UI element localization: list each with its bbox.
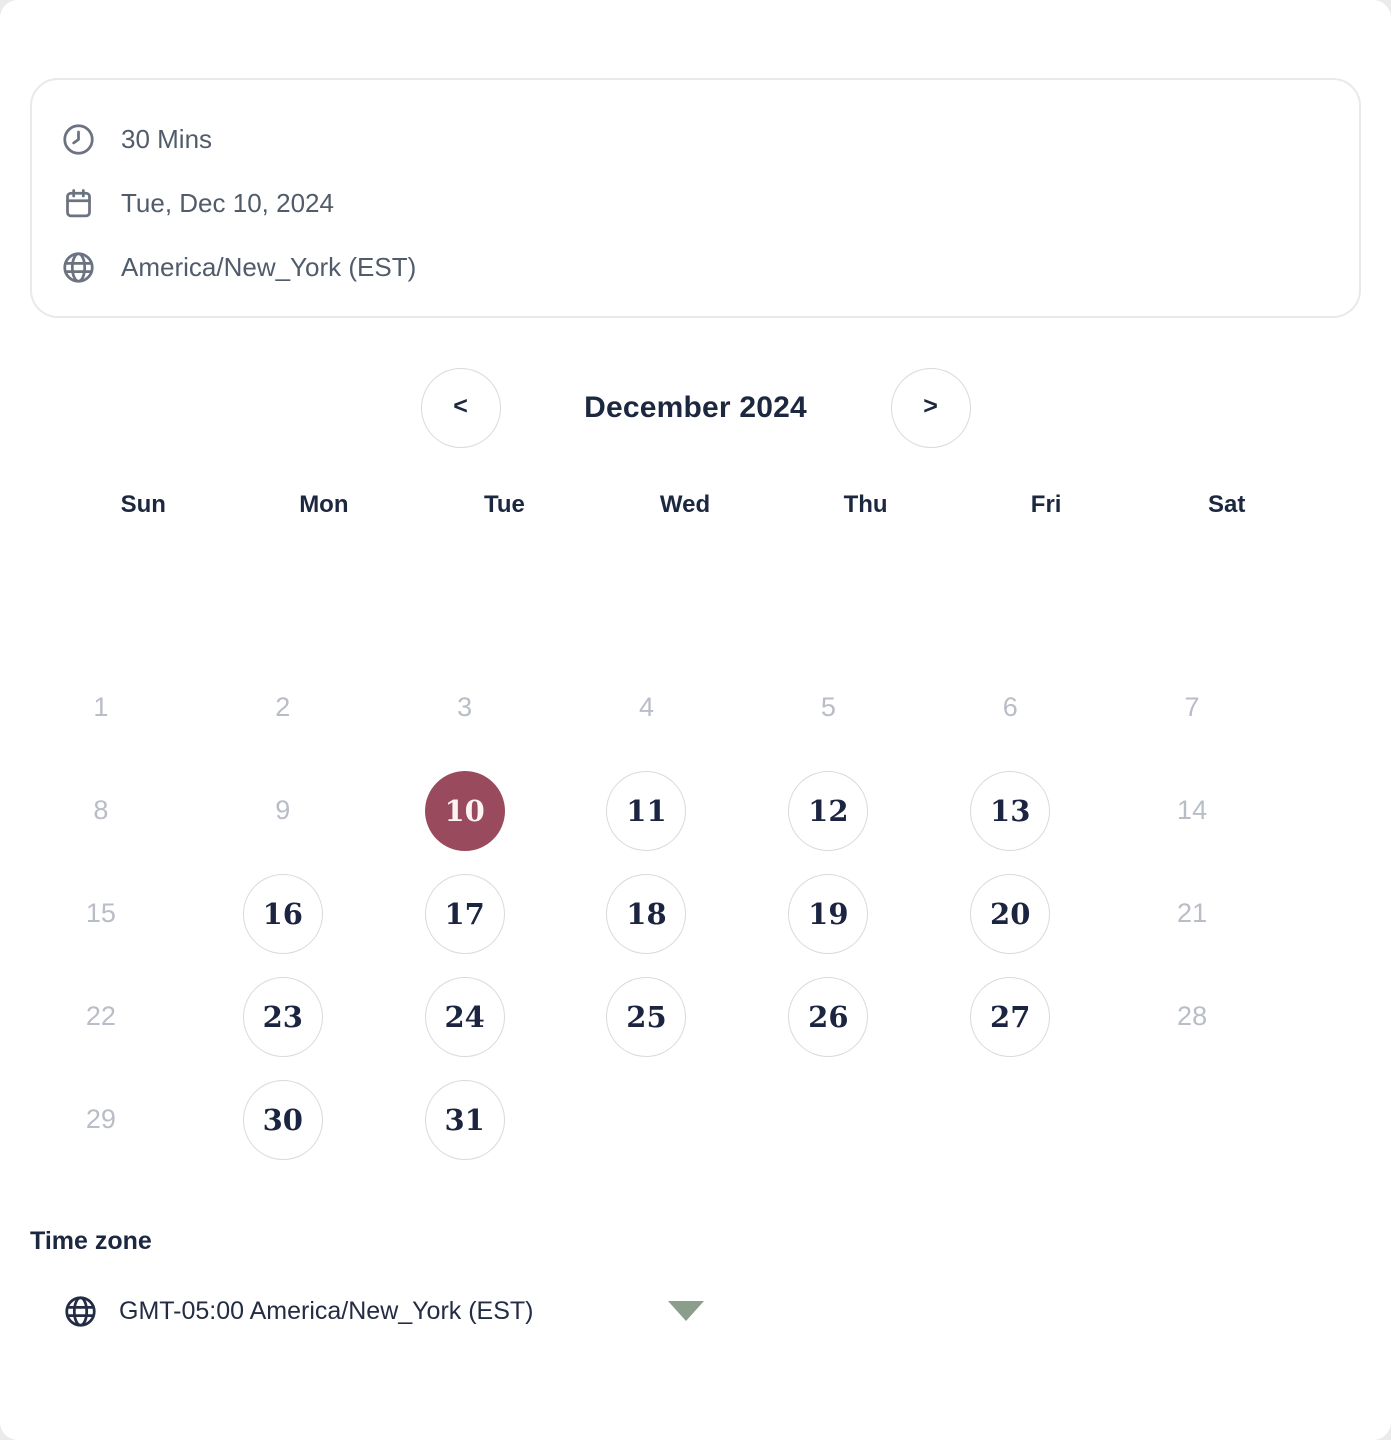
- date-11[interactable]: [556, 759, 738, 862]
- date-number: 4: [638, 692, 654, 722]
- date-14: [1101, 759, 1283, 862]
- date-cell-empty: [556, 1068, 738, 1171]
- timezone-select[interactable]: [64, 1289, 704, 1333]
- date-18[interactable]: [556, 862, 738, 965]
- date-21: [1101, 862, 1283, 965]
- date-29: [10, 1068, 192, 1171]
- weekday-header-row: [53, 490, 1317, 520]
- date-15: [10, 862, 192, 965]
- date-number: 26: [788, 977, 868, 1057]
- date-number: 28: [1177, 1001, 1208, 1031]
- chevron-left-icon: <: [453, 392, 468, 420]
- date-number: 20: [970, 874, 1050, 954]
- date-number: 13: [970, 771, 1050, 851]
- dates-grid: [10, 656, 1283, 1171]
- date-number: 15: [85, 898, 116, 928]
- date-1: [10, 656, 192, 759]
- date-5: [737, 656, 919, 759]
- date-number: 14: [1177, 795, 1208, 825]
- date-4: [556, 656, 738, 759]
- previous-month-button[interactable]: [421, 368, 501, 448]
- selected-date-row: [62, 186, 1329, 220]
- date-25[interactable]: [556, 965, 738, 1068]
- date-30[interactable]: [192, 1068, 374, 1171]
- date-number: 17: [425, 874, 505, 954]
- weekday-tue: Tue: [483, 491, 525, 518]
- duration-text: 30 Mins: [121, 123, 213, 154]
- date-number: 9: [275, 795, 291, 825]
- date-number: 11: [606, 771, 686, 851]
- weekday-thu: Thu: [843, 491, 888, 518]
- month-navigation: [0, 368, 1391, 448]
- weekday-sun: Sun: [120, 491, 166, 518]
- date-16[interactable]: [192, 862, 374, 965]
- date-number: 10: [425, 771, 505, 851]
- chevron-right-icon: >: [923, 392, 938, 420]
- date-number: 8: [93, 795, 109, 825]
- dropdown-caret-icon: [668, 1301, 704, 1321]
- timezone-section-label: Time zone: [30, 1227, 152, 1255]
- globe-icon: [64, 1295, 97, 1328]
- timezone-summary-row: [62, 250, 1329, 284]
- selected-date-text: Tue, Dec 10, 2024: [121, 187, 334, 218]
- booking-summary-card: [30, 78, 1361, 318]
- date-number: 19: [788, 874, 868, 954]
- date-number: 3: [457, 692, 473, 722]
- date-number: 6: [1002, 692, 1018, 722]
- date-number: 27: [970, 977, 1050, 1057]
- date-number: 24: [425, 977, 505, 1057]
- date-10[interactable]: [374, 759, 556, 862]
- date-cell-empty: [737, 1068, 919, 1171]
- weekday-wed: Wed: [659, 491, 711, 518]
- date-8: [10, 759, 192, 862]
- date-31[interactable]: [374, 1068, 556, 1171]
- date-23[interactable]: [192, 965, 374, 1068]
- date-6: [919, 656, 1101, 759]
- timezone-selected-value: GMT-05:00 America/New_York (EST): [119, 1296, 534, 1325]
- date-9: [192, 759, 374, 862]
- date-28: [1101, 965, 1283, 1068]
- date-number: 22: [85, 1001, 116, 1031]
- date-number: 29: [85, 1104, 116, 1134]
- clock-icon: [62, 123, 95, 156]
- date-7: [1101, 656, 1283, 759]
- duration-row: [62, 122, 1329, 156]
- date-cell-empty: [919, 1068, 1101, 1171]
- date-number: 5: [820, 692, 836, 722]
- weekday-fri: Fri: [1030, 491, 1062, 518]
- date-12[interactable]: [737, 759, 919, 862]
- date-27[interactable]: [919, 965, 1101, 1068]
- date-24[interactable]: [374, 965, 556, 1068]
- date-20[interactable]: [919, 862, 1101, 965]
- date-3: [374, 656, 556, 759]
- date-22: [10, 965, 192, 1068]
- date-number: 16: [243, 874, 323, 954]
- date-cell-empty: [1101, 1068, 1283, 1171]
- date-number: 1: [93, 692, 109, 722]
- next-month-button[interactable]: [891, 368, 971, 448]
- date-number: 31: [425, 1080, 505, 1160]
- date-number: 30: [243, 1080, 323, 1160]
- date-17[interactable]: [374, 862, 556, 965]
- date-number: 18: [606, 874, 686, 954]
- date-number: 7: [1184, 692, 1200, 722]
- month-label: December 2024: [584, 391, 807, 424]
- date-number: 25: [606, 977, 686, 1057]
- date-19[interactable]: [737, 862, 919, 965]
- date-2: [192, 656, 374, 759]
- globe-icon: [62, 251, 95, 284]
- date-13[interactable]: [919, 759, 1101, 862]
- calendar-icon: [62, 187, 95, 220]
- timezone-summary-text: America/New_York (EST): [121, 251, 417, 282]
- date-number: 12: [788, 771, 868, 851]
- weekday-sat: Sat: [1208, 491, 1246, 518]
- date-number: 21: [1177, 898, 1208, 928]
- date-number: 2: [275, 692, 291, 722]
- date-number: 23: [243, 977, 323, 1057]
- date-26[interactable]: [737, 965, 919, 1068]
- weekday-mon: Mon: [299, 491, 349, 518]
